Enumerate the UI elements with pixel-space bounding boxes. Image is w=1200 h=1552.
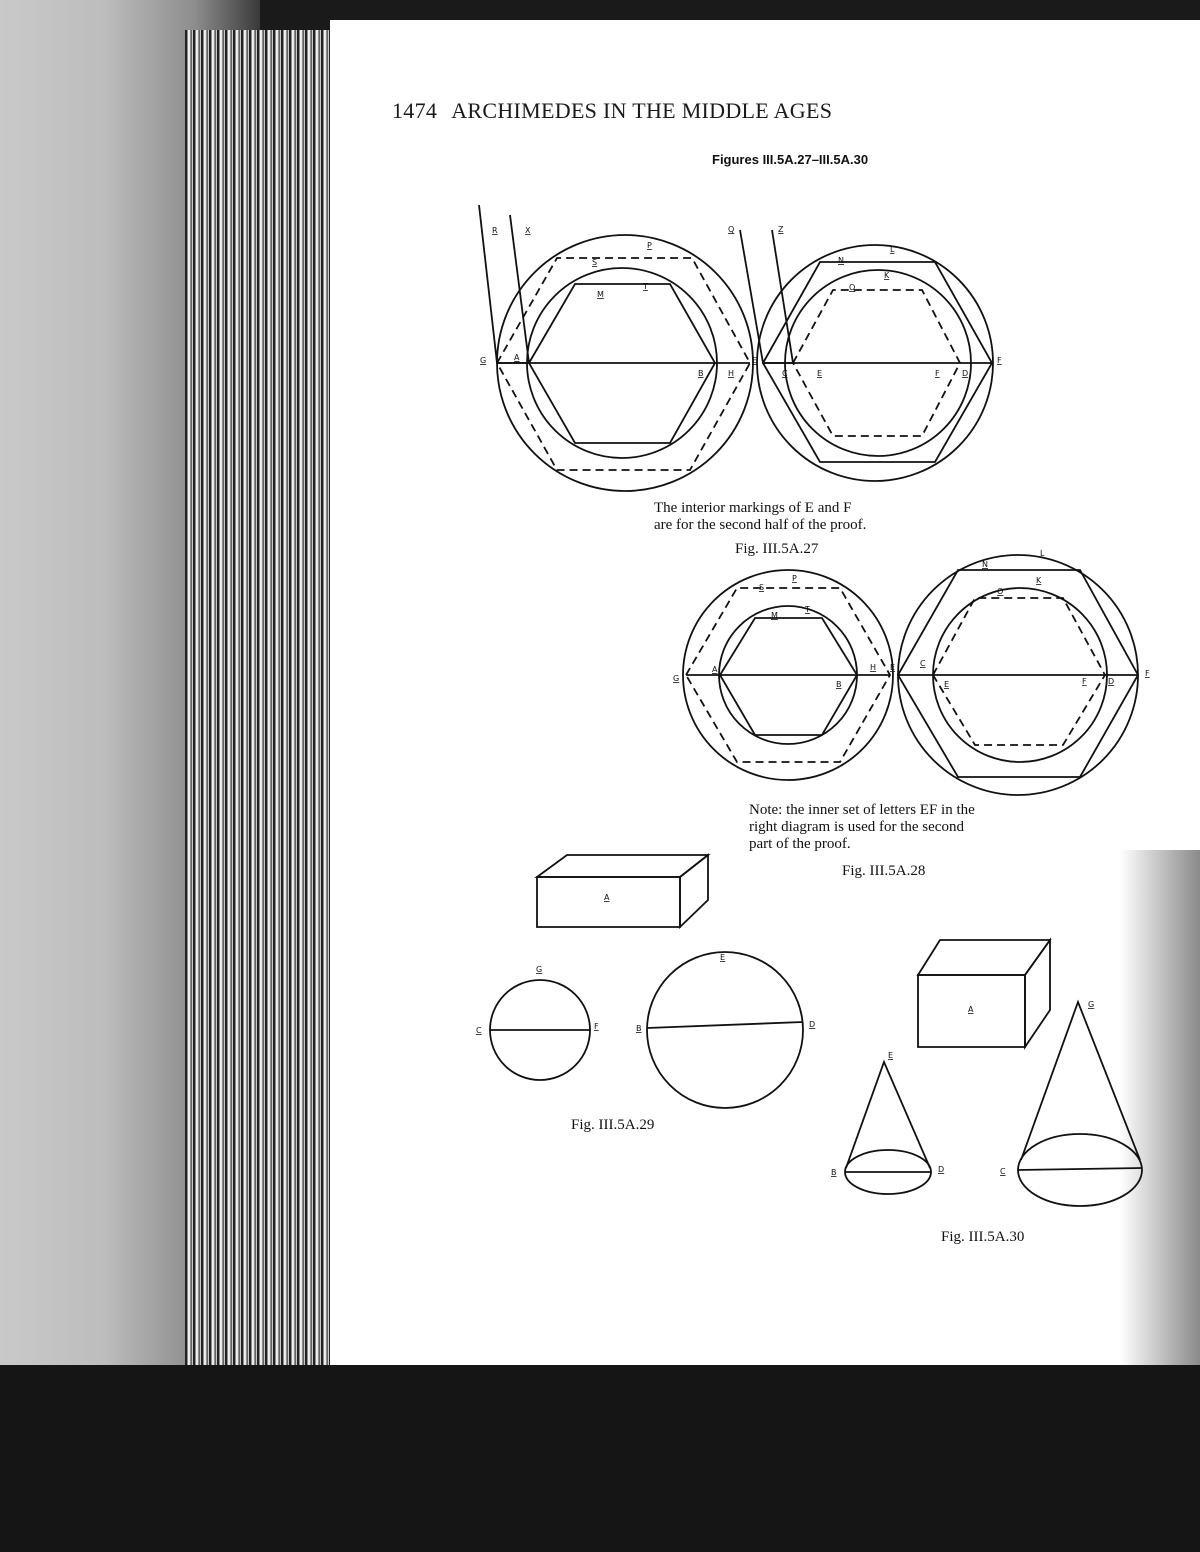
fig28-label-B: B: [836, 680, 842, 689]
fig27-label-B: B: [698, 369, 704, 378]
fig29-label-B: B: [636, 1024, 642, 1033]
fig27-note: [654, 500, 944, 534]
fig29-label-A: A: [604, 893, 610, 902]
fig27-label-D: D: [962, 369, 969, 378]
fig28-left-diagram: [683, 570, 896, 780]
fig29-label-F: F: [594, 1022, 599, 1031]
fig28-note-line2: right diagram is used for the second: [749, 819, 964, 835]
fig28-label-A: A: [712, 665, 718, 674]
fig28-label-F-outer: F: [1145, 669, 1150, 678]
fig30-label-D: D: [938, 1165, 945, 1174]
fig30-labels: [831, 1000, 1094, 1177]
fig30-label-B: B: [831, 1168, 837, 1177]
fig29-label-C: C: [476, 1026, 482, 1035]
fig28-label-T: T: [805, 605, 810, 614]
fig30-label-C: C: [1000, 1167, 1006, 1176]
fig30-label-G: G: [1088, 1000, 1095, 1009]
fig28-note: [749, 802, 1069, 853]
fig28-label-S: S: [759, 583, 765, 592]
fig28-label-E-outer: E: [890, 663, 896, 672]
page-number: 1474: [392, 98, 438, 123]
fig28-label-M: M: [771, 611, 778, 620]
fig27-right-diagram: [740, 230, 993, 481]
fig28-note-line1: Note: the inner set of letters EF in the: [749, 802, 975, 818]
fig27-label-E-outer: E: [752, 356, 758, 365]
running-title: ARCHIMEDES IN THE MIDDLE AGES: [451, 98, 833, 123]
fig28-note-line3: part of the proof.: [749, 836, 851, 852]
fig27-label-Q: Q: [728, 225, 735, 234]
fig27-label-F-outer: F: [997, 356, 1002, 365]
fig27-label-N: N: [838, 256, 844, 265]
fig27-caption: Fig. III.5A.27: [735, 541, 819, 557]
fig30-label-A: A: [968, 1005, 974, 1014]
fig29-diagram: [490, 855, 803, 1108]
fig27-label-R: R: [492, 226, 498, 235]
fig27-label-A: A: [514, 353, 520, 362]
fig29-label-D: D: [809, 1020, 816, 1029]
fig28-label-L: L: [1040, 549, 1045, 558]
fig28-label-D: D: [1108, 677, 1115, 686]
fig27-label-T: T: [643, 282, 648, 291]
fig29-label-E: E: [720, 953, 726, 962]
fig27-note-line2: are for the second half of the proof.: [654, 517, 867, 533]
fig27-label-Z: Z: [778, 225, 784, 234]
fig28-label-G: G: [673, 674, 680, 683]
figures-title: Figures III.5A.27–III.5A.30: [712, 152, 869, 167]
fig29-label-G: G: [536, 965, 543, 974]
fig27-label-C: C: [782, 369, 788, 378]
fig30-label-E: E: [888, 1051, 894, 1060]
fig27-label-E-inner: E: [817, 369, 823, 378]
fig30-caption: Fig. III.5A.30: [941, 1229, 1025, 1245]
fig28-label-E-inner: E: [944, 680, 950, 689]
fig27-label-K: K: [884, 271, 890, 280]
fig28-caption: Fig. III.5A.28: [842, 863, 926, 879]
fig27-label-G: G: [480, 356, 487, 365]
fig27-label-O: O: [849, 283, 856, 292]
fig27-label-P: P: [647, 241, 652, 250]
fig27-label-H: H: [728, 369, 735, 378]
fig28-label-F-inner: F: [1082, 677, 1087, 686]
fig27-label-S: S: [592, 258, 598, 267]
fig28-label-H: H: [870, 663, 877, 672]
fig27-left-diagram: [479, 205, 753, 491]
fig27-labels: [480, 225, 1002, 378]
fig28-label-P: P: [792, 574, 797, 583]
fig27-label-X: X: [525, 226, 531, 235]
fig27-label-L: L: [890, 245, 895, 254]
fig28-right-diagram: [898, 555, 1138, 795]
fig28-label-N: N: [982, 560, 988, 569]
fig29-caption: Fig. III.5A.29: [571, 1117, 655, 1133]
fig28-label-K: K: [1036, 576, 1042, 585]
fig27-label-M: M: [597, 290, 604, 299]
fig29-labels: [476, 893, 815, 1035]
fig28-label-C: C: [920, 659, 926, 668]
fig27-note-line1: The interior markings of E and F: [654, 500, 852, 516]
fig27-label-F-inner: F: [935, 369, 940, 378]
fig28-label-O: O: [997, 587, 1004, 596]
fig30-diagram: [845, 940, 1142, 1206]
